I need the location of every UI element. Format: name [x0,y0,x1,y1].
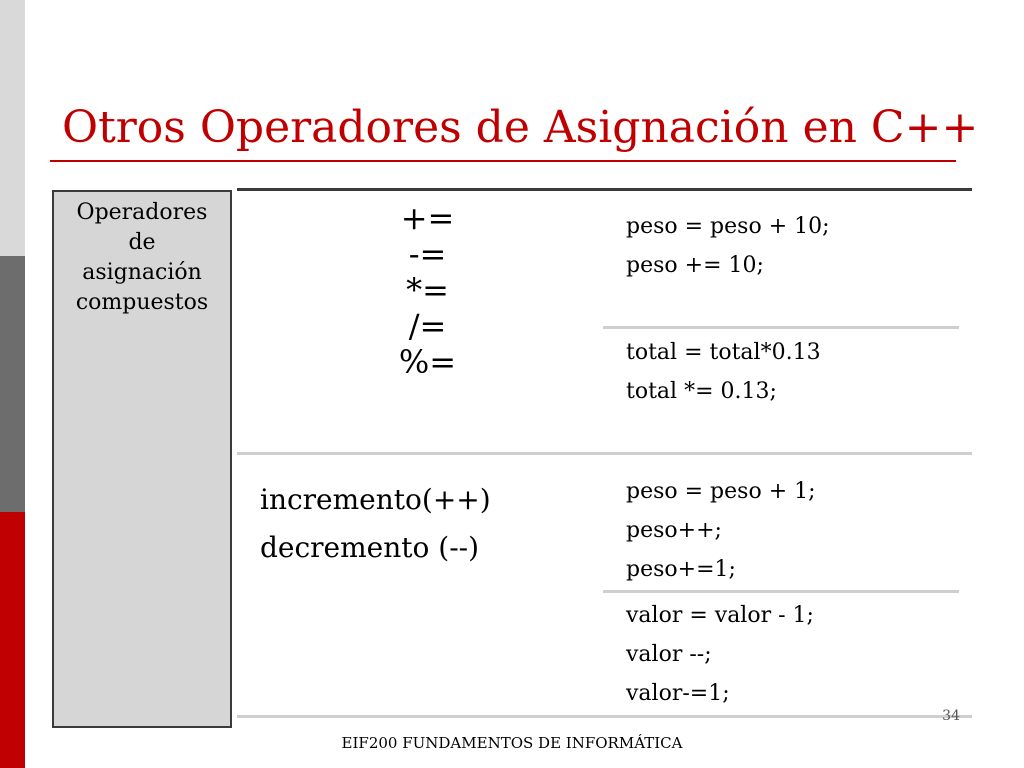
operator-item: *= [406,271,449,309]
table-top-rule [237,188,972,191]
operator-item: /= [408,307,447,345]
left-label-line: asignación [82,260,202,285]
side-band-red [0,512,25,768]
slide-title: Otros Operadores de Asignación en C++ [62,102,979,153]
operator-item: -= [408,235,447,273]
code-line: total = total*0.13 [626,340,821,365]
left-label-line: Operadores [76,200,208,225]
left-label [52,198,232,318]
compound-operators-list [375,200,480,380]
code-divider-upper [603,326,959,329]
increment-decrement-list [260,476,491,572]
code-line: peso = peso + 1; [626,479,816,504]
code-line: peso += 10; [626,253,764,278]
operator-item: %= [398,343,457,381]
code-line: valor --; [626,642,712,667]
operator-item: += [400,199,455,237]
left-label-line: compuestos [75,290,209,315]
side-band-light [0,0,25,256]
code-example-add [626,207,830,285]
table-bottom-rule [237,715,972,718]
code-example-decrement [626,596,814,713]
side-band-dark [0,256,25,512]
code-line: total *= 0.13; [626,379,777,404]
title-underline [50,160,956,162]
decrement-label: decremento (--) [260,531,480,564]
table-middle-rule [237,452,972,455]
code-divider-lower [603,590,959,593]
code-example-increment [626,472,816,589]
code-line: valor = valor - 1; [626,603,814,628]
slide-footer: EIF200 FUNDAMENTOS DE INFORMÁTICA [341,734,683,752]
code-example-multiply [626,333,821,411]
code-line: peso+=1; [626,557,736,582]
increment-label: incremento(++) [260,483,491,516]
code-line: peso++; [626,518,722,543]
code-line: valor-=1; [626,681,730,706]
left-label-line: de [128,230,156,255]
page-number: 34 [942,708,960,724]
code-line: peso = peso + 10; [626,214,830,239]
